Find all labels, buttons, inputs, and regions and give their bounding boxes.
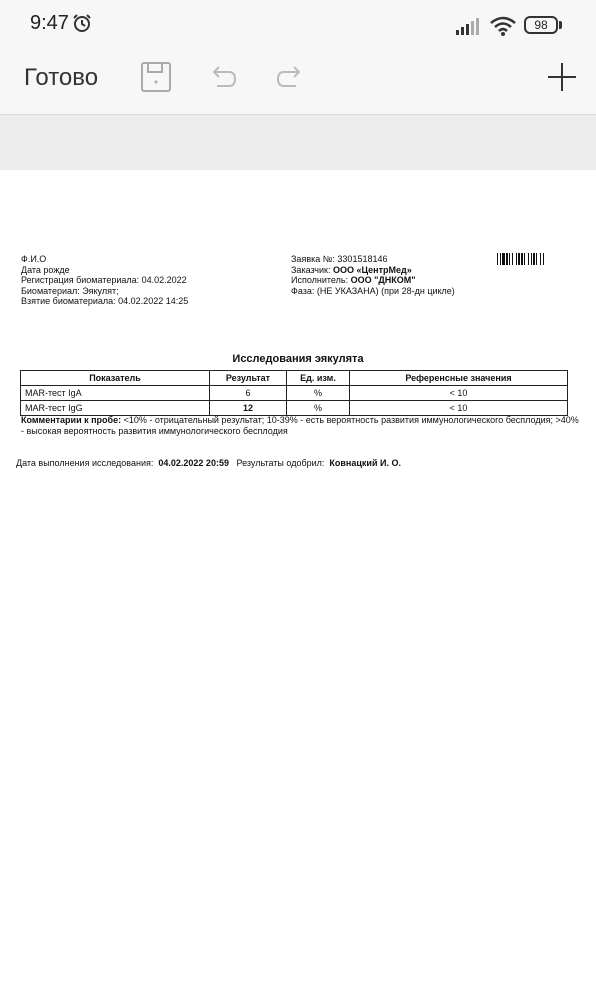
battery-level: 98 (534, 18, 548, 32)
customer-label: Заказчик: (291, 264, 331, 275)
phase-row: Фаза: (НЕ УКАЗАНА) (при 28-дн цикле) (291, 285, 455, 296)
collection-row: Взятие биоматериала: 04.02.2022 14:25 (21, 296, 189, 306)
approved-label: Результаты одобрил: (236, 458, 325, 468)
table-row (21, 401, 568, 416)
approved-value: Ковнацкий И. О. (329, 458, 401, 468)
done-button[interactable]: Готово (24, 64, 99, 91)
battery-icon (559, 21, 562, 29)
registration-row: Регистрация биоматериала: 04.02.2022 (21, 275, 187, 285)
redacted-birthdate (70, 266, 150, 275)
completion-date-label: Дата выполнения исследования: (16, 458, 154, 468)
row-result: 12 (210, 401, 287, 416)
fio-label: Ф.И.О (21, 254, 47, 264)
order-info (291, 254, 455, 296)
customer-value: ООО «ЦентрМед» (332, 264, 412, 275)
col-reference: Референсные значения (350, 371, 568, 386)
row-unit: % (287, 386, 350, 401)
redacted-name (46, 255, 126, 264)
customer-row (291, 265, 455, 276)
executor-value: ООО "ДНКОМ" (350, 275, 416, 285)
col-indicator: Показатель (21, 371, 210, 386)
patient-info (21, 254, 188, 307)
signal-icon (455, 16, 483, 36)
table-row (21, 386, 568, 401)
birth-label: Дата рожде (21, 264, 70, 275)
document-footer (16, 458, 401, 468)
barcode-icon (497, 253, 565, 265)
wifi-icon (489, 14, 517, 38)
biomaterial-row: Биоматериал: Эякулят; (21, 285, 119, 296)
battery-indicator (524, 16, 558, 34)
sample-comments (21, 415, 581, 437)
completion-date-value: 04.02.2022 20:59 (158, 458, 229, 468)
row-name: MAR-тест IgA (21, 386, 210, 401)
toolbar (0, 52, 596, 114)
document-page (0, 170, 596, 1000)
status-time: 9:47 (30, 12, 69, 34)
save-icon[interactable] (139, 60, 173, 94)
order-row (291, 254, 455, 265)
status-bar (0, 0, 596, 52)
fio-row (21, 254, 188, 265)
row-result: 6 (210, 386, 287, 401)
row-unit: % (287, 401, 350, 416)
birth-row (21, 265, 188, 276)
section-title: Исследования эякулята (232, 353, 364, 365)
comments-label: Комментарии к пробе: (21, 415, 122, 425)
executor-row (291, 275, 455, 286)
executor-label: Исполнитель: (291, 275, 349, 285)
alarm-clock-icon (72, 13, 92, 33)
redo-icon[interactable] (274, 60, 308, 94)
comments-text: <10% - отрицательный результат; 10-39% - есть вероятность развития иммунологического бесплодия; >40% - высокая вероятность развития иммунологического бесплодия (21, 415, 579, 436)
row-reference: < 10 (350, 401, 568, 416)
plus-icon[interactable] (545, 60, 579, 94)
order-number: 3301518146 (337, 254, 388, 264)
row-reference: < 10 (350, 386, 568, 401)
col-unit: Ед. изм. (287, 371, 350, 386)
document-top-gap (0, 114, 596, 171)
table-header-row (21, 371, 568, 386)
order-label: Заявка №: (291, 254, 335, 264)
col-result: Результат (210, 371, 287, 386)
undo-icon[interactable] (205, 60, 239, 94)
row-name: MAR-тест IgG (21, 401, 210, 416)
results-table (20, 370, 568, 416)
